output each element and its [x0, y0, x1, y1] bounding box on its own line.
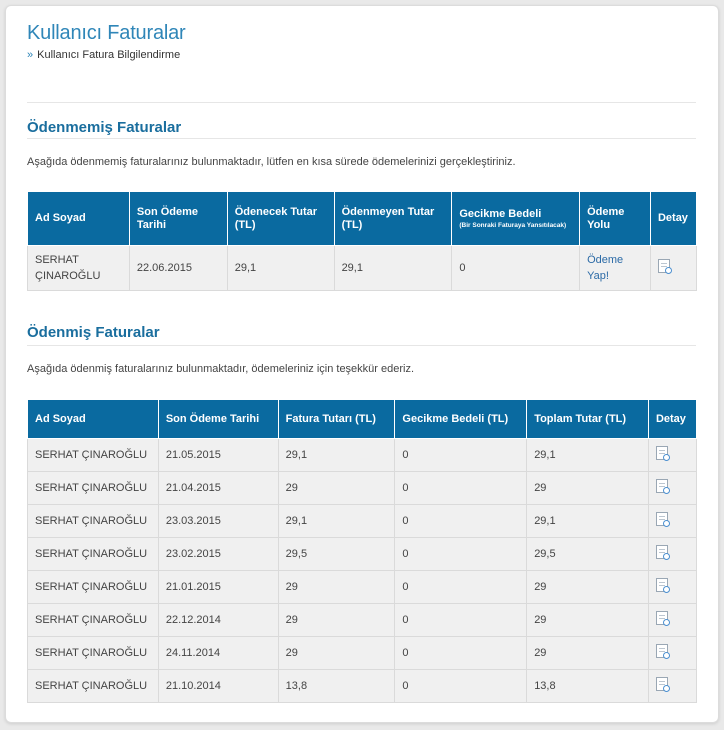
- unpaid-invoices-table: [27, 191, 697, 291]
- cell-detail: [648, 604, 696, 637]
- late-fee-label: Gecikme Bedeli: [459, 207, 542, 220]
- col-header-invoice-amount: Fatura Tutarı (TL): [278, 400, 395, 439]
- cell-late-fee: 0: [395, 505, 527, 538]
- divider: [27, 102, 696, 103]
- cell-total: 29: [527, 604, 649, 637]
- cell-due-date: 21.10.2014: [158, 670, 278, 703]
- cell-invoice-amount: 29: [278, 637, 395, 670]
- col-header-total: Toplam Tutar (TL): [527, 400, 649, 439]
- breadcrumb: [27, 49, 180, 61]
- cell-name: SERHAT ÇINAROĞLU: [28, 505, 159, 538]
- cell-name: SERHAT ÇINAROĞLU: [28, 439, 159, 472]
- cell-detail: [648, 505, 696, 538]
- table-row: [28, 637, 697, 670]
- col-header-late-fee: Gecikme Bedeli (TL): [395, 400, 527, 439]
- table-row: [28, 472, 697, 505]
- cell-detail: [648, 637, 696, 670]
- col-header-name: Ad Soyad: [28, 192, 130, 246]
- cell-name: SERHAT ÇINAROĞLU: [28, 538, 159, 571]
- cell-total: 29,5: [527, 538, 649, 571]
- content-card: [5, 5, 719, 723]
- document-magnifier-icon[interactable]: [656, 644, 668, 658]
- cell-total: 29,1: [527, 439, 649, 472]
- cell-late-fee: 0: [395, 670, 527, 703]
- cell-due-date: 21.04.2015: [158, 472, 278, 505]
- cell-total: 29: [527, 637, 649, 670]
- table-row: [28, 538, 697, 571]
- cell-detail: [648, 670, 696, 703]
- document-magnifier-icon[interactable]: [656, 446, 668, 460]
- cell-invoice-amount: 29,1: [278, 439, 395, 472]
- col-header-name: Ad Soyad: [28, 400, 159, 439]
- cell-due-date: 22.06.2015: [129, 246, 227, 291]
- document-magnifier-icon[interactable]: [656, 578, 668, 592]
- col-header-due-date: Son Ödeme Tarihi: [129, 192, 227, 246]
- cell-total: 29,1: [527, 505, 649, 538]
- cell-total: 29: [527, 571, 649, 604]
- cell-invoice-amount: 29,5: [278, 538, 395, 571]
- cell-unpaid-amount: 29,1: [334, 246, 452, 291]
- paid-section-title: Ödenmiş Faturalar: [27, 324, 160, 341]
- breadcrumb-label: Kullanıcı Fatura Bilgilendirme: [37, 49, 181, 61]
- table-header-row: [28, 400, 697, 439]
- table-row: [28, 670, 697, 703]
- cell-detail: [648, 571, 696, 604]
- cell-amount: 29,1: [227, 246, 334, 291]
- document-magnifier-icon[interactable]: [656, 677, 668, 691]
- document-magnifier-icon[interactable]: [658, 259, 670, 273]
- pay-now-link[interactable]: Ödeme Yap!: [587, 254, 624, 282]
- unpaid-description: Aşağıda ödenmemiş faturalarınız bulunmaktadır, lütfen en kısa sürede ödemelerinizi gerçekleştiriniz.: [27, 156, 516, 168]
- cell-payment: [580, 246, 651, 291]
- cell-invoice-amount: 29,1: [278, 505, 395, 538]
- cell-invoice-amount: 29: [278, 571, 395, 604]
- col-header-late-fee: [452, 192, 580, 246]
- cell-name: SERHAT ÇINAROĞLU: [28, 246, 130, 291]
- unpaid-section-title: Ödenmemiş Faturalar: [27, 119, 182, 136]
- col-header-detail: Detay: [650, 192, 696, 246]
- cell-detail: [650, 246, 696, 291]
- document-magnifier-icon[interactable]: [656, 479, 668, 493]
- cell-detail: [648, 439, 696, 472]
- col-header-due-date: Son Ödeme Tarihi: [158, 400, 278, 439]
- col-header-payment-method: Ödeme Yolu: [580, 192, 651, 246]
- late-fee-note: (Bir Sonraki Faturaya Yansıtılacak): [459, 221, 567, 229]
- table-row: [28, 505, 697, 538]
- cell-late-fee: 0: [395, 637, 527, 670]
- cell-due-date: 22.12.2014: [158, 604, 278, 637]
- cell-late-fee: 0: [452, 246, 580, 291]
- cell-name: SERHAT ÇINAROĞLU: [28, 637, 159, 670]
- cell-invoice-amount: 29: [278, 472, 395, 505]
- cell-name: SERHAT ÇINAROĞLU: [28, 472, 159, 505]
- cell-due-date: 23.03.2015: [158, 505, 278, 538]
- document-magnifier-icon[interactable]: [656, 611, 668, 625]
- cell-total: 13,8: [527, 670, 649, 703]
- cell-name: SERHAT ÇINAROĞLU: [28, 571, 159, 604]
- cell-name: SERHAT ÇINAROĞLU: [28, 670, 159, 703]
- cell-late-fee: 0: [395, 571, 527, 604]
- cell-due-date: 23.02.2015: [158, 538, 278, 571]
- col-header-amount: Ödenecek Tutar (TL): [227, 192, 334, 246]
- cell-total: 29: [527, 472, 649, 505]
- cell-detail: [648, 538, 696, 571]
- divider: [27, 345, 696, 346]
- table-row: [28, 571, 697, 604]
- divider: [27, 138, 696, 139]
- cell-due-date: 21.01.2015: [158, 571, 278, 604]
- document-magnifier-icon[interactable]: [656, 545, 668, 559]
- table-row: [28, 246, 697, 291]
- double-chevron-right-icon: »: [27, 49, 34, 61]
- document-magnifier-icon[interactable]: [656, 512, 668, 526]
- cell-late-fee: 0: [395, 538, 527, 571]
- cell-invoice-amount: 29: [278, 604, 395, 637]
- table-row: [28, 439, 697, 472]
- cell-detail: [648, 472, 696, 505]
- cell-late-fee: 0: [395, 604, 527, 637]
- cell-name: SERHAT ÇINAROĞLU: [28, 604, 159, 637]
- paid-invoices-table: [27, 399, 697, 703]
- table-row: [28, 604, 697, 637]
- col-header-detail: Detay: [648, 400, 696, 439]
- cell-due-date: 21.05.2015: [158, 439, 278, 472]
- table-header-row: [28, 192, 697, 246]
- cell-invoice-amount: 13,8: [278, 670, 395, 703]
- paid-description: Aşağıda ödenmiş faturalarınız bulunmaktadır, ödemeleriniz için teşekkür ederiz.: [27, 363, 415, 375]
- col-header-unpaid-amount: Ödenmeyen Tutar (TL): [334, 192, 452, 246]
- cell-late-fee: 0: [395, 472, 527, 505]
- page-title: Kullanıcı Faturalar: [27, 22, 186, 44]
- cell-due-date: 24.11.2014: [158, 637, 278, 670]
- cell-late-fee: 0: [395, 439, 527, 472]
